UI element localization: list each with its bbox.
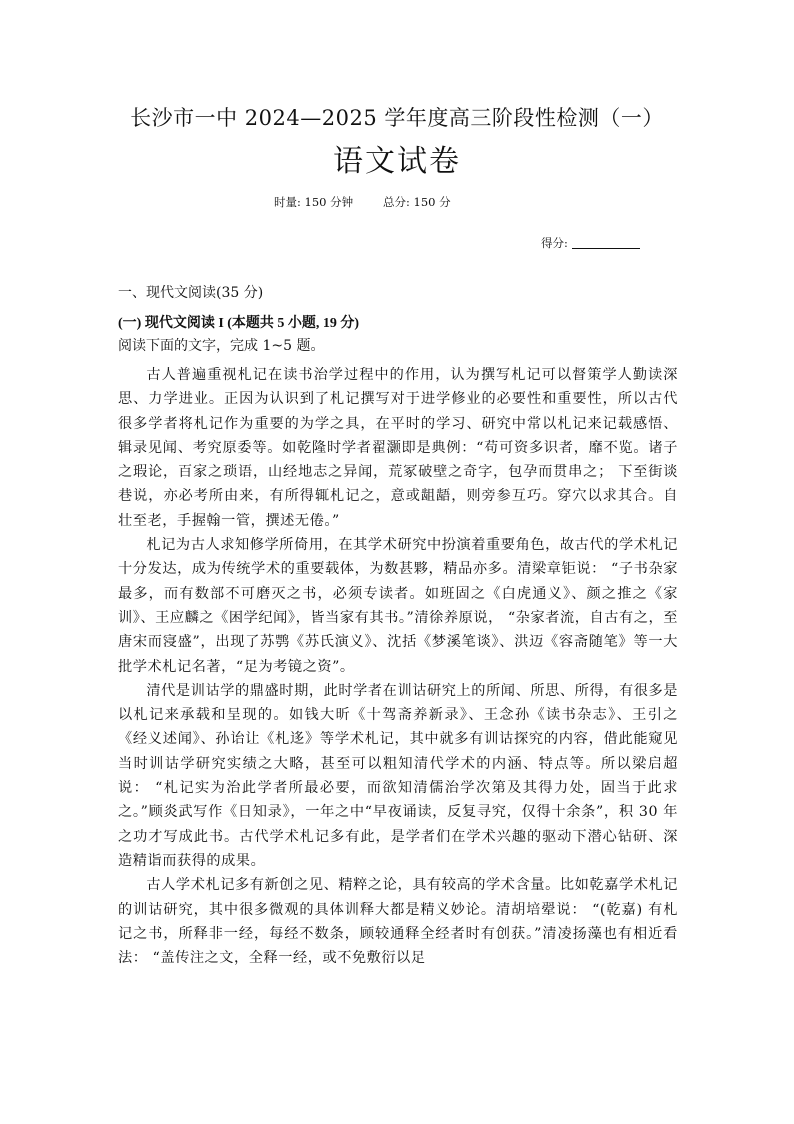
time-limit: 时量: 150 分钟	[274, 195, 354, 209]
passage-paragraph: 清代是训诂学的鼎盛时期，此时学者在训诂研究上的所闻、所思、所得，有很多是以札记来承载和呈现的。如钱大昕《十驾斋养新录》、王念孙《读书杂志》、王引之《经义述闻》、孙诒让《札迻》等学术札记，其中就多有训诂探究的内容，借此能窥见当时训诂学研究实绩之大略，甚至可以粗知清代学术的内涵、特点等。所以梁启超说： “札记实为治此学者所最必要，而欲知清儒治学次第及其得力处，固当于此求之。”顾炎武写作《日知录》，一年之中“早夜诵读，反复寻究，仅得十余条”，积 30 年之功才写成此书。古代学术札记多有此，是学者们在学术兴趣的驱动下潜心钻研、深造精诣而获得的成果。	[118, 682, 678, 869]
score-field	[541, 235, 640, 251]
passage-paragraph: 札记为古人求知修学所倚用，在其学术研究中扮演着重要角色，故古代的学术札记十分发达，成为传统学术的重要载体，为数甚夥，精品亦多。清梁章钜说： “子书杂家最多，而有数部不可磨灭之书，必须专读者。如班固之《白虎通义》、颜之推之《家训》、王应麟之《困学纪闻》，皆当家有其书。”清徐养原说， “杂家者流，自古有之，至唐宋而寖盛”，出现了苏鹗《苏氏演义》、沈括《梦溪笔谈》、洪迈《容斋随笔》等一大批学术札记名著，“足为考镜之资”。	[118, 537, 678, 675]
passage-paragraph: 古人学术札记多有新创之见、精粹之论，具有较高的学术含量。比如乾嘉学术札记的训诂研究，其中很多微观的具体训释大都是精义妙论。清胡培翚说： “(乾嘉) 有札记之书，所释非一经，每经不数条，顾较通释全经者时有创获。”清凌扬藻也有相近看法： “盖传注之文，全释一经，或不免敷衍以足	[118, 877, 678, 967]
reading-passage	[118, 363, 678, 970]
passage-paragraph: 古人普遍重视札记在读书治学过程中的作用，认为撰写札记可以督策学人勤读深思、力学进业。正因为认识到了札记撰写对于进学修业的必要性和重要性，所以古代很多学者将札记作为重要的为学之具，在平时的学习、研究中常以札记来记载感悟、辑录见闻、考究原委等。如乾隆时学者翟灏即是典例：“苟可资多识者，靡不览。诸子之瑕论，百家之琐语，山经地志之异闻，荒冢破壁之奇字，包孕而贯串之； 下至街谈巷说，亦必考所由来，有所得辄札记之，意或龃龉，则旁参互巧。穿穴以求其合。自壮至老，手握翰一管，撰述无倦。”	[118, 367, 678, 529]
score-blank-line	[572, 236, 640, 249]
exam-title: 长沙市一中 2024—2025 学年度高三阶段性检测（一）	[130, 106, 664, 130]
section-heading: 一、现代文阅读(35 分)	[118, 285, 264, 301]
score-label: 得分:	[541, 236, 568, 250]
reading-instruction: 阅读下面的文字，完成 1~5 题。	[118, 338, 325, 354]
total-score: 总分: 150 分	[383, 195, 451, 209]
exam-subject-title: 语文试卷	[333, 144, 461, 179]
sub-section-heading: (一) 现代文阅读 I (本题共 5 小题, 19 分)	[118, 316, 360, 331]
